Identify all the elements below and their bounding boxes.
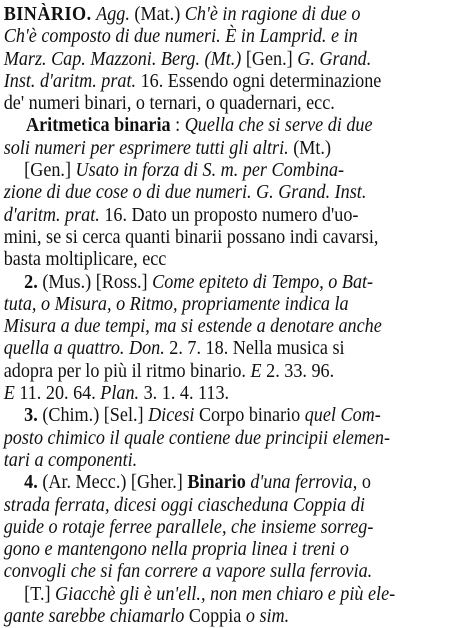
text-span: d'aritm. prat. — [3, 204, 100, 226]
text-span: convogli che si fan correre a vapore sulla ferrovia. — [3, 561, 373, 583]
text-span: (Chim.) [Sel.] — [37, 405, 149, 427]
text-span: (Mt.) — [204, 48, 242, 70]
text-line — [4, 316, 434, 338]
text-span: : — [170, 115, 185, 137]
text-span: mini, se si cerca quanti binarii possano indi cavarsi, — [3, 226, 379, 248]
text-span: 11. 20. 64. — [14, 383, 101, 405]
text-span: o sim. — [245, 606, 290, 628]
text-span: soli numeri per esprimere tutti gli altri. — [3, 137, 289, 159]
text-span: Coppia — [184, 606, 246, 628]
text-line — [4, 450, 434, 472]
text-line — [4, 227, 434, 249]
text-line — [4, 49, 434, 71]
text-span: [T.] — [24, 583, 56, 605]
text-span: [Gen.] — [241, 48, 298, 70]
text-line — [4, 383, 434, 405]
text-span: gono e mantengono nella propria linea i treni o — [3, 539, 349, 561]
text-span: quel Com- — [304, 405, 381, 427]
text-span: Quella che si serve di due — [184, 115, 373, 137]
text-line — [4, 428, 434, 450]
text-span: quella a quattro. Don. — [3, 338, 165, 360]
text-span: gante sarebbe chiamarlo — [3, 606, 185, 628]
text-span: 3. 1. 4. 113. — [139, 383, 230, 405]
text-line — [4, 472, 434, 494]
text-span: tuta, o Misura, o Ritmo, propriamente indica la — [3, 293, 349, 315]
text-span: guide o rotaje ferree parallele, che insieme sorreg- — [3, 516, 374, 538]
text-span: zione di due cose o di due numeri. G. Grand. Inst. — [3, 182, 367, 204]
headword: Aritmetica binaria — [26, 115, 171, 137]
headword: 4. — [24, 472, 38, 494]
text-line — [4, 495, 434, 517]
headword: 2. — [24, 271, 38, 293]
text-span: E — [3, 383, 15, 405]
text-span: (Mt.) — [288, 137, 331, 159]
text-line — [4, 205, 434, 227]
text-span: Misura a due tempi, ma si estende a denotare anche — [3, 316, 382, 338]
text-line — [4, 584, 434, 606]
headword: 3. — [24, 405, 38, 427]
text-line — [4, 71, 434, 93]
text-span: strada ferrata, dicesi oggi ciascheduna Coppia di — [3, 494, 365, 516]
text-span: Giacchè gli è un'ell., non men chiaro e più ele- — [55, 583, 396, 605]
text-span: G. Grand. — [297, 48, 372, 70]
text-span: Ch'è in ragione di due o — [184, 4, 361, 25]
text-line — [4, 182, 434, 204]
text-span: 16. Essendo ogni determinazione — [136, 70, 382, 92]
text-span: (Mat.) — [129, 4, 185, 25]
text-span: de' numeri binari, o ternari, o quadernari, ecc. — [3, 93, 335, 115]
text-span: Corpo binario — [194, 405, 305, 427]
text-line — [4, 405, 434, 427]
text-line — [4, 4, 434, 26]
text-span: basta moltiplicare, ecc — [3, 249, 167, 271]
text-line — [4, 93, 434, 115]
text-span: E — [250, 360, 262, 382]
text-line — [4, 26, 434, 48]
text-span: d'una ferrovia — [250, 472, 353, 494]
text-span: (Mus.) [Ross.] — [37, 271, 153, 293]
text-span: Marz. Cap. Mazzoni. Berg. — [3, 48, 201, 70]
text-line — [4, 160, 434, 182]
text-span: , o — [352, 472, 371, 494]
text-line — [4, 249, 434, 271]
text-line — [4, 561, 434, 583]
text-line — [4, 361, 434, 383]
text-line — [4, 606, 434, 628]
text-span: tari a componenti. — [3, 449, 138, 471]
text-line — [4, 115, 434, 137]
text-line — [4, 517, 434, 539]
text-span: Come epiteto di Tempo, o Bat- — [152, 271, 374, 293]
text-line — [4, 294, 434, 316]
text-span: 2. 33. 96. — [261, 360, 335, 382]
text-span: adopra per lo più il ritmo binario. — [3, 360, 251, 382]
text-span: Inst. d'aritm. prat. — [3, 70, 137, 92]
text-line — [4, 138, 434, 160]
headword: BINÀRIO. — [3, 4, 92, 25]
text-line — [4, 272, 434, 294]
text-span: (Ar. Mecc.) [Gher.] — [37, 472, 188, 494]
text-span: Ch'è composto di due numeri. È in Lamprid. e in — [3, 26, 358, 48]
headword: Binario — [187, 472, 246, 494]
text-span: Usato in forza di S. m. per Combina- — [75, 160, 345, 182]
text-span: posto chimico il quale contiene due principii elemen- — [3, 427, 391, 449]
text-line — [4, 338, 434, 360]
text-span: Dicesi — [148, 405, 195, 427]
text-line — [4, 539, 434, 561]
text-span: Plan. — [100, 383, 140, 405]
text-span: 16. Dato un proposto numero d'uo- — [99, 204, 359, 226]
text-span: 2. 7. 18. Nella musica si — [164, 338, 345, 360]
text-span: [Gen.] — [24, 160, 76, 182]
text-span: Agg. — [96, 4, 130, 25]
